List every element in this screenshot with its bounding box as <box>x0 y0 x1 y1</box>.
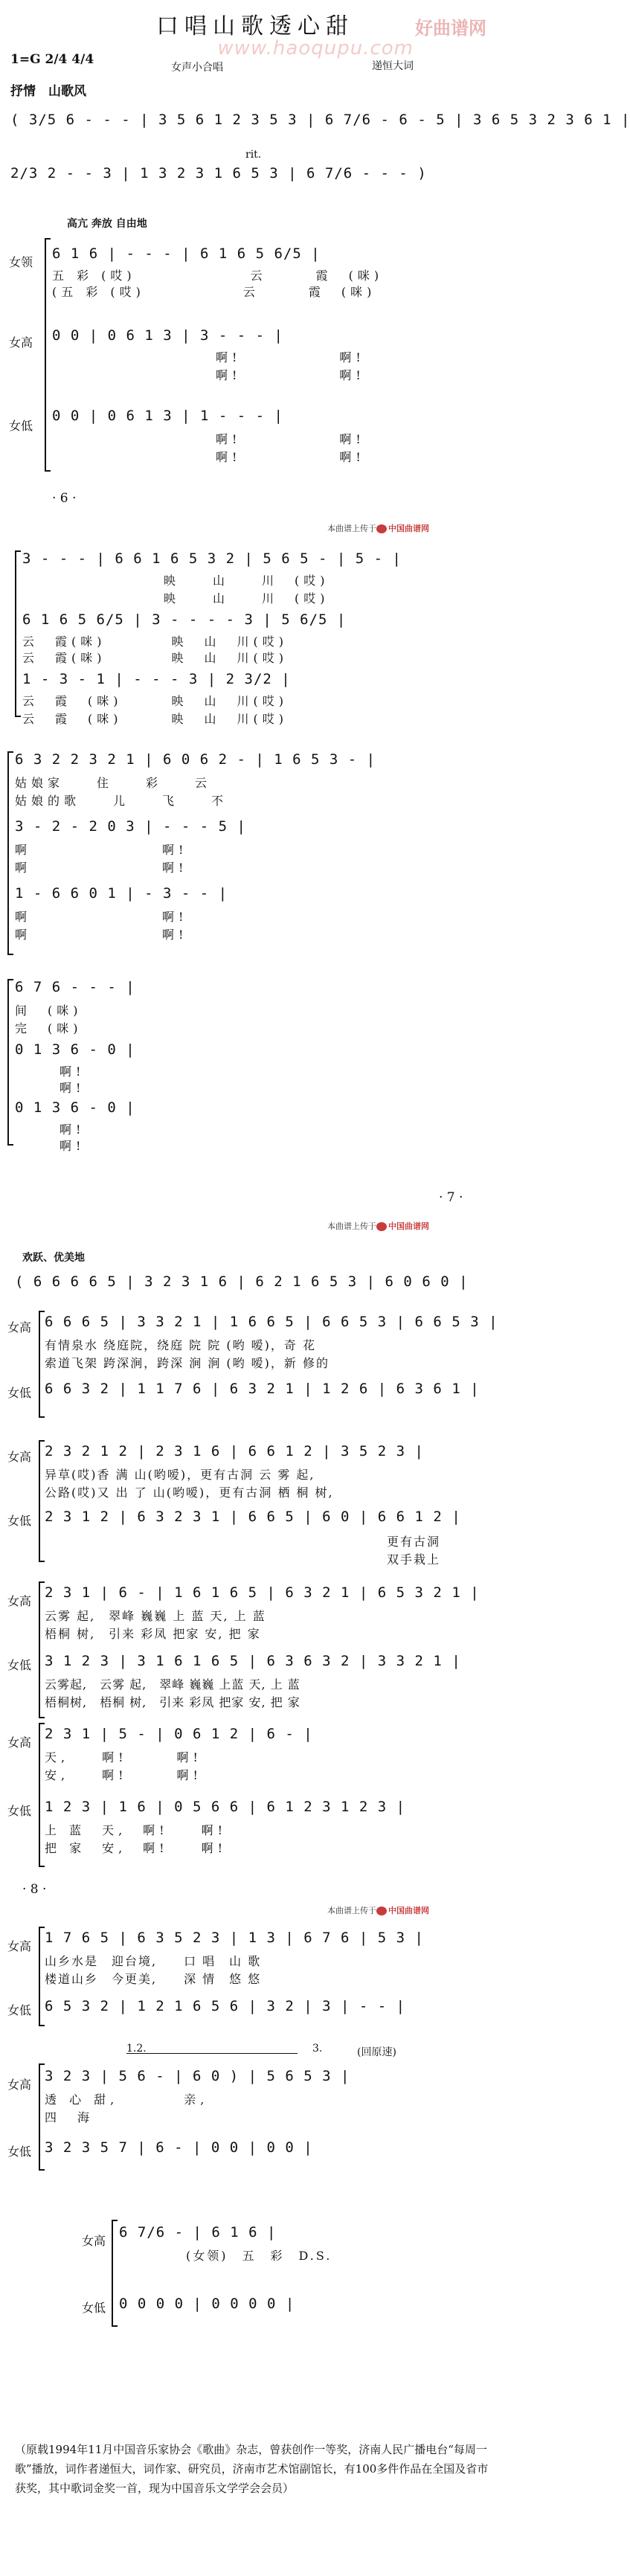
s3-lead-lyric-2: 姑娘的歌 儿 飞 不 <box>15 794 228 808</box>
s7-low-lyric-1: 云雾起, 云雾 起, 翠峰 巍巍 上蓝 天, 上 蓝 <box>45 1677 300 1692</box>
s6-high-lyric-1: 异草(哎)香 满 山(哟嗳)，更有古洞 云 雾 起, <box>45 1468 315 1482</box>
key-time-signature: 1=G 2/4 4/4 <box>10 52 94 67</box>
watermark-url: www.haoqupu.com <box>217 37 414 60</box>
s11-low-notes: 0 0 0 0 | 0 0 0 0 | <box>119 2296 295 2312</box>
part-label-high: 女高 <box>82 2234 106 2248</box>
volta-line <box>126 2053 298 2054</box>
s11-high-notes: 6 7/6 - | 6 1 6 | <box>119 2224 277 2241</box>
s4-low-lyric-2: 啊! <box>60 1139 86 1153</box>
rit-marking: rit. <box>245 149 262 161</box>
s9-low-notes: 6 5 3 2 | 1 2 1 6 5 6 | 3 2 | 3 | - - | <box>45 1998 406 2014</box>
page-mark-6: · 6 · <box>52 491 77 506</box>
volta-1-2: 1.2. <box>126 2043 147 2055</box>
watermark-top: 好曲谱网 <box>415 18 486 39</box>
s10-high-notes: 3 2 3 | 5 6 - | 6 0 ) | 5 6 5 3 | <box>45 2068 350 2084</box>
s2-row1-lyric-1: 映 山 川 (哎) <box>164 574 330 588</box>
s6-low-lyric-1: 更有古洞 <box>387 1535 441 1549</box>
s8-low-notes: 1 2 3 | 1 6 | 0 5 6 6 | 6 1 2 3 1 2 3 | <box>45 1799 406 1815</box>
intro-row-2: 2/3 2 - - 3 | 1 3 2 3 1 6 5 3 | 6 7/6 - - - ) <box>10 165 427 182</box>
s3-low-notes: 1 - 6 6 0 1 | - 3 - - | <box>15 885 228 902</box>
s8-high-lyric-1: 天, 啊! 啊! <box>45 1750 202 1764</box>
s3-low-lyric-2: 啊 啊! <box>15 928 188 942</box>
s6-low-lyric-2: 双手栽上 <box>387 1552 441 1567</box>
tempo-return: (回原速) <box>357 2046 396 2058</box>
part-label-low: 女低 <box>7 2145 32 2159</box>
system-bracket <box>39 1927 45 2026</box>
part-label-high: 女高 <box>7 1320 32 1334</box>
s1-lead-lyric-1: 五 彩 (哎) 云 霞 (咪) <box>52 269 384 283</box>
page-title: 口唱山歌透心甜 <box>156 13 354 39</box>
part-label-low: 女低 <box>7 1804 32 1818</box>
s7-high-lyric-1: 云雾 起, 翠峰 巍巍 上 蓝 天, 上 蓝 <box>45 1609 266 1623</box>
s4-low-notes: 0 1 3 6 - 0 | <box>15 1099 135 1116</box>
lyricist: 递恒大词 <box>372 60 414 72</box>
system-bracket <box>7 751 13 955</box>
part-label-low: 女低 <box>7 1514 32 1528</box>
s4-lead-notes: 6 7 6 - - - | <box>15 979 135 995</box>
s9-high-lyric-2: 楼道山乡 今更美, 深 情 悠 悠 <box>45 1972 262 1986</box>
part-label-high: 女高 <box>9 335 33 350</box>
s4-lead-lyric-2: 完 (咪) <box>15 1021 83 1035</box>
part-label-high: 女高 <box>7 1450 32 1464</box>
s1-lead-lyric-2: (五 彩 (哎) 云 霞 (咪) <box>52 285 376 299</box>
s2-row2-lyric-2: 云 霞(咪) 映 山 川(哎) <box>22 651 288 665</box>
system-bracket <box>39 1723 45 1867</box>
s10-high-lyric-1: 透 心 甜, 亲, <box>45 2092 209 2107</box>
brand-logo-icon <box>376 524 387 533</box>
s1-lead-notes: 6 1 6 | - - - | 6 1 6 5 6/5 | <box>52 245 321 262</box>
system-bracket <box>7 979 13 1146</box>
s4-high-lyric-2: 啊! <box>60 1081 86 1095</box>
s2-row1-notes: 3 - - - | 6 6 1 6 5 3 2 | 5 6 5 - | 5 - | <box>22 550 402 567</box>
upload-footer: 本曲谱上传于 中国曲谱网 <box>327 1906 429 1915</box>
expression-2: 欢跃、优美地 <box>22 1252 85 1264</box>
s8-low-lyric-2: 把 家 安, 啊! 啊! <box>45 1841 228 1855</box>
system-bracket <box>39 1581 45 1718</box>
s3-lead-notes: 6 3 2 2 3 2 1 | 6 0 6 2 - | 1 6 5 3 - | <box>15 751 376 768</box>
s4-lead-lyric-1: 间 (咪) <box>15 1003 83 1018</box>
s5-intro-notes: ( 6 6 6 6 5 | 3 2 3 1 6 | 6 2 1 6 5 3 | 6 0 6 0 | <box>15 1273 469 1290</box>
s6-high-lyric-2: 公路(哎)又 出 了 山(哟嗳)，更有古洞 栖 桐 树, <box>45 1485 334 1500</box>
s1-low-notes: 0 0 | 0 6 1 3 | 1 - - - | <box>52 408 283 424</box>
s9-high-notes: 1 7 6 5 | 6 3 5 2 3 | 1 3 | 6 7 6 | 5 3 | <box>45 1930 424 1946</box>
volta-3: 3. <box>312 2043 323 2055</box>
s7-high-notes: 2 3 1 | 6 - | 1 6 1 6 5 | 6 3 2 1 | 6 5 3 2 1 | <box>45 1584 480 1601</box>
s3-low-lyric-1: 啊 啊! <box>15 910 188 924</box>
s9-high-lyric-1: 山乡水是 迎台境, 口 唱 山 歌 <box>45 1954 262 1968</box>
s7-low-lyric-2: 梧桐树, 梧桐 树, 引来 彩凤 把家 安, 把 家 <box>45 1695 300 1709</box>
s3-high-lyric-2: 啊 啊! <box>15 861 188 875</box>
s2-row2-notes: 6 1 6 5 6/5 | 3 - - - - 3 | 5 6/5 | <box>22 611 347 628</box>
system-bracket <box>45 238 51 472</box>
part-label-low: 女低 <box>82 2301 106 2315</box>
s4-high-notes: 0 1 3 6 - 0 | <box>15 1041 135 1058</box>
page-mark-8: · 8 · <box>22 1882 47 1897</box>
part-label-low: 女低 <box>7 2003 32 2017</box>
s2-row3-lyric-2: 云 霞 (咪) 映 山 川(哎) <box>22 712 288 726</box>
part-label-low: 女低 <box>9 419 33 433</box>
s2-row3-notes: 1 - 3 - 1 | - - - 3 | 2 3/2 | <box>22 671 291 687</box>
s2-row3-lyric-1: 云 霞 (咪) 映 山 川(哎) <box>22 694 288 708</box>
part-label-lead: 女领 <box>9 255 33 269</box>
s3-high-notes: 3 - 2 - 2 0 3 | - - - 5 | <box>15 818 246 835</box>
upload-footer: 本曲谱上传于 中国曲谱网 <box>327 524 429 533</box>
performers: 女声小合唱 <box>171 62 223 74</box>
s5-high-lyric-2: 索道飞架 跨深涧，跨深 涧 涧 (哟 嗳)，新 修的 <box>45 1356 330 1370</box>
brand-logo-icon <box>376 1907 387 1915</box>
s6-low-notes: 2 3 1 2 | 6 3 2 3 1 | 6 6 5 | 6 0 | 6 6 1 2 | <box>45 1509 461 1525</box>
part-label-high: 女高 <box>7 2078 32 2092</box>
part-label-high: 女高 <box>7 1939 32 1953</box>
s8-low-lyric-1: 上 蓝 天, 啊! 啊! <box>45 1823 228 1837</box>
system-bracket <box>112 2220 118 2327</box>
s3-high-lyric-1: 啊 啊! <box>15 843 188 857</box>
s7-high-lyric-2: 梧桐 树, 引来 彩凤 把家 安, 把 家 <box>45 1627 261 1641</box>
s7-low-notes: 3 1 2 3 | 3 1 6 1 6 5 | 6 3 6 3 2 | 3 3 2 1 | <box>45 1653 461 1669</box>
system-bracket <box>39 2063 45 2171</box>
s5-low-notes: 6 6 3 2 | 1 1 7 6 | 6 3 2 1 | 1 2 6 | 6 3 6 1 | <box>45 1381 480 1397</box>
s3-lead-lyric-1: 姑娘家 住 彩 云 <box>15 776 212 790</box>
s4-high-lyric-1: 啊! <box>60 1064 86 1079</box>
s1-low-lyric-2: 啊! 啊! <box>216 450 365 464</box>
s4-low-lyric-1: 啊! <box>60 1122 86 1137</box>
tempo-marking: 抒情 山歌风 <box>10 84 86 99</box>
s8-high-lyric-2: 安, 啊! 啊! <box>45 1768 202 1782</box>
intro-row-1: ( 3/5 6 - - - | 3 5 6 1 2 3 5 3 | 6 7/6 - 6 - 5 | 3 6 5 3 2 3 6 1 | <box>10 112 630 128</box>
system-bracket <box>15 550 21 717</box>
s6-high-notes: 2 3 2 1 2 | 2 3 1 6 | 6 6 1 2 | 3 5 2 3 | <box>45 1443 424 1459</box>
s5-high-notes: 6 6 6 5 | 3 3 2 1 | 1 6 6 5 | 6 6 5 3 | 6 6 5 3 | <box>45 1314 498 1330</box>
part-label-high: 女高 <box>7 1594 32 1608</box>
part-label-high: 女高 <box>7 1735 32 1750</box>
s2-row1-lyric-2: 映 山 川 (哎) <box>164 591 330 606</box>
expression-1: 高亢 奔放 自由地 <box>67 218 147 230</box>
part-label-low: 女低 <box>7 1658 32 1672</box>
part-label-low: 女低 <box>7 1386 32 1400</box>
s1-high-lyric-2: 啊! 啊! <box>216 368 365 382</box>
brand-logo-icon <box>376 1222 387 1231</box>
system-bracket <box>39 1311 45 1418</box>
page-mark-7: · 7 · <box>439 1190 463 1205</box>
s2-row2-lyric-1: 云 霞(咪) 映 山 川(哎) <box>22 635 288 649</box>
system-bracket <box>39 1440 45 1562</box>
upload-footer: 本曲谱上传于 中国曲谱网 <box>327 1221 429 1231</box>
s11-high-lyric: (女领) 五 彩 D.S. <box>186 2249 332 2263</box>
s1-low-lyric-1: 啊! 啊! <box>216 432 365 446</box>
s5-high-lyric-1: 有情泉水 绕庭院，绕庭 院 院 (哟 嗳)，奇 花 <box>45 1338 317 1352</box>
s8-high-notes: 2 3 1 | 5 - | 0 6 1 2 | 6 - | <box>45 1726 313 1742</box>
s1-high-notes: 0 0 | 0 6 1 3 | 3 - - - | <box>52 327 283 344</box>
s1-high-lyric-1: 啊! 啊! <box>216 350 365 364</box>
s10-high-lyric-2: 四 海 <box>45 2110 94 2124</box>
publication-note: （原载1994年11月中国音乐家协会《歌曲》杂志，曾获创作一等奖，济南人民广播电台“每周一歌”播放，词作者递恒大，词作家、研究员，济南市艺术馆副馆长，有100多件作品在全国及省市获奖，其中歌词金奖一首，现为中国音乐文学学会会员） <box>15 2443 489 2495</box>
s10-low-notes: 3 2 3 5 7 | 6 - | 0 0 | 0 0 | <box>45 2139 313 2156</box>
